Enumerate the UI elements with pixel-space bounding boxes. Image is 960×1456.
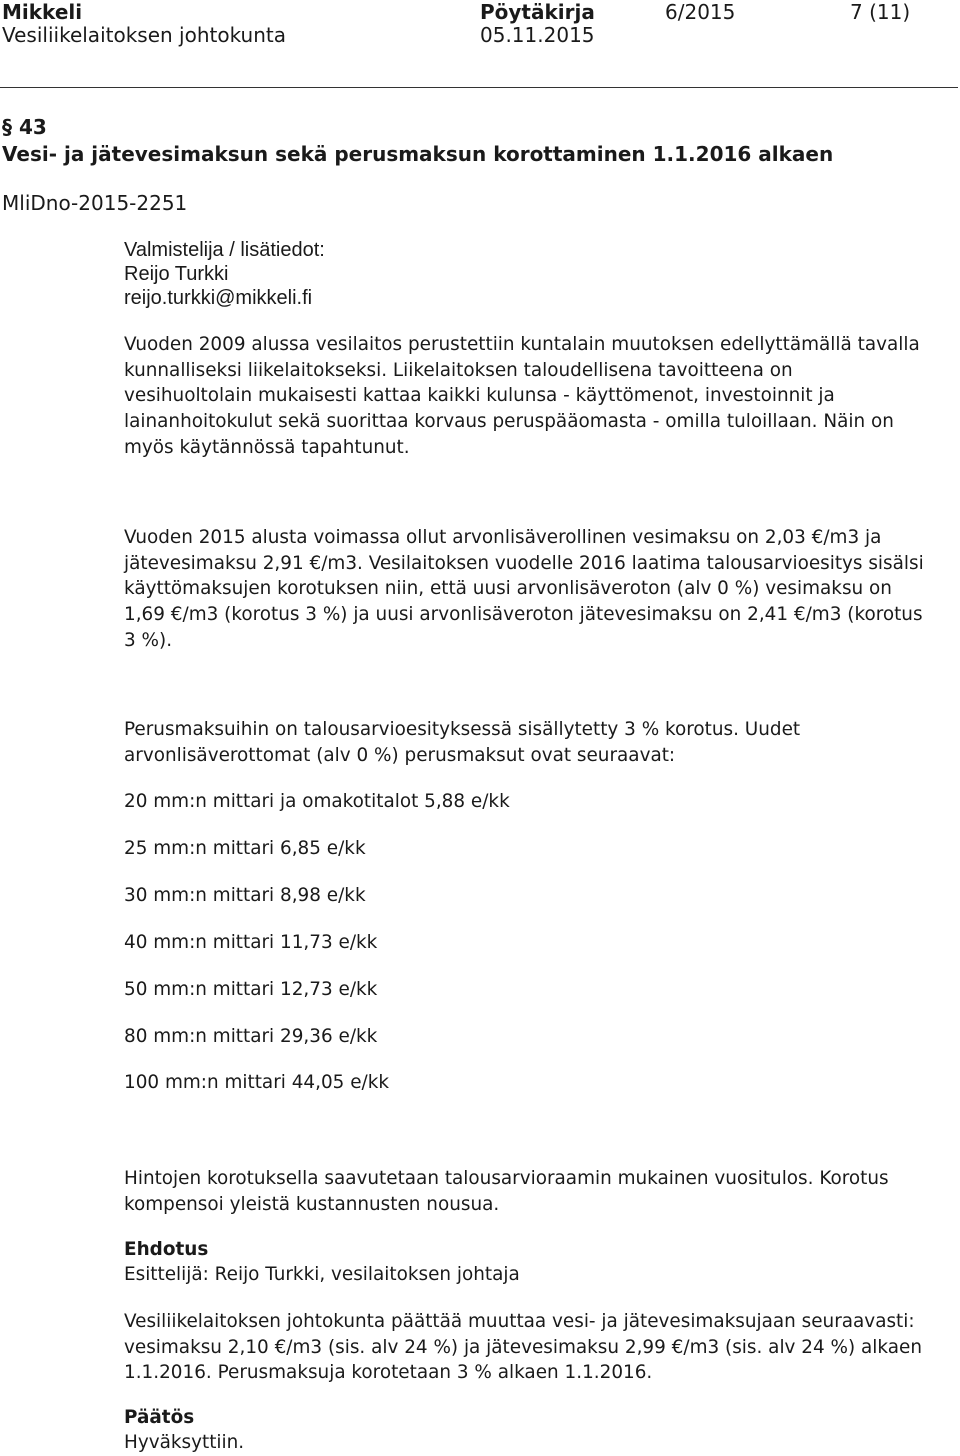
paragraph-background: Vuoden 2009 alussa vesilaitos perustettiin kuntalain muutoksen edellyttämällä tavalla kunnalliseksi liikelaitokseksi. Liikelaitoksen taloudellisena tavoitteena on vesihuoltolain mukaisesti kattaa kaikki kulunsa - käyttömenot, investoinnit ja lainanhoitokulut sekä suorittaa korvaus peruspääomasta - omilla tuloillaan. Näin on myös käytännössä tapahtunut. [124,334,920,458]
paragraph-base-fees-intro: Perusmaksuihin on talousarvioesityksessä sisällytetty 3 % korotus. Uudet arvonlisäverottomat (alv 0 %) perusmaksut ovat seuraavat: [124,719,801,766]
header-page-number: 7 (11) [850,0,911,24]
section-number-value: 43 [18,115,47,139]
proposal-presenter: Esittelijä: Reijo Turkki, vesilaitoksen johtaja [124,1264,520,1285]
header-doc-type: Pöytäkirja [480,0,595,24]
fee-item: 20 mm:n mittari ja omakotitalot 5,88 e/kk [124,791,510,812]
preparer-email: reijo.turkki@mikkeli.fi [124,287,313,309]
preparer-label: Valmistelija / lisätiedot: [124,239,325,261]
fee-item: 25 mm:n mittari 6,85 e/kk [124,838,366,859]
proposal-text: Vesiliikelaitoksen johtokunta päättää muuttaa vesi- ja jätevesimaksujaan seuraavasti: vesimaksu 2,10 €/m3 (sis. alv 24 %) ja jätevesimaksu 2,99 €/m3 (sis. alv 24 %) alkaen 1.1.2016. Perusmaksuja korotetaan 3 % alkaen 1.1.2016. [124,1311,922,1384]
header-divider [0,87,958,88]
section-symbol: § [2,115,12,139]
fee-item: 30 mm:n mittari 8,98 e/kk [124,885,366,906]
fee-item: 40 mm:n mittari 11,73 e/kk [124,932,378,953]
header-date: 05.11.2015 [480,23,595,47]
header-body: Vesiliikelaitoksen johtokunta [2,23,287,47]
fee-item: 100 mm:n mittari 44,05 e/kk [124,1072,390,1093]
header-org: Mikkeli [2,0,83,24]
fee-item: 50 mm:n mittari 12,73 e/kk [124,979,378,1000]
section-title: Vesi- ja jätevesimaksun sekä perusmaksun korottaminen 1.1.2016 alkaen [2,142,834,166]
paragraph-current-prices: Vuoden 2015 alusta voimassa ollut arvonlisäverollinen vesimaksu on 2,03 €/m3 ja jätevesimaksu 2,91 €/m3. Vesilaitoksen vuodelle 2016 laatima talousarvioesitys sisälsi käyttömaksujen korotuksen niin, että uusi arvonlisäveroton (alv 0 %) vesimaksu on 1,69 €/m3 (korotus 3 %) ja uusi arvonlisäveroton jätevesimaksu on 2,41 €/m3 (korotus 3 %). [124,527,924,651]
header-meeting-number: 6/2015 [665,0,736,24]
preparer-name: Reijo Turkki [124,263,229,285]
proposal-heading: Ehdotus [124,1239,209,1260]
section-number [2,115,47,139]
section-dno: MliDno-2015-2251 [2,191,188,215]
paragraph-outcome: Hintojen korotuksella saavutetaan talousarvioraamin mukainen vuositulos. Korotus kompensoi yleistä kustannusten nousua. [124,1168,889,1215]
decision-heading: Päätös [124,1407,195,1428]
fee-item: 80 mm:n mittari 29,36 e/kk [124,1026,378,1047]
decision-text: Hyväksyttiin. [124,1432,245,1453]
